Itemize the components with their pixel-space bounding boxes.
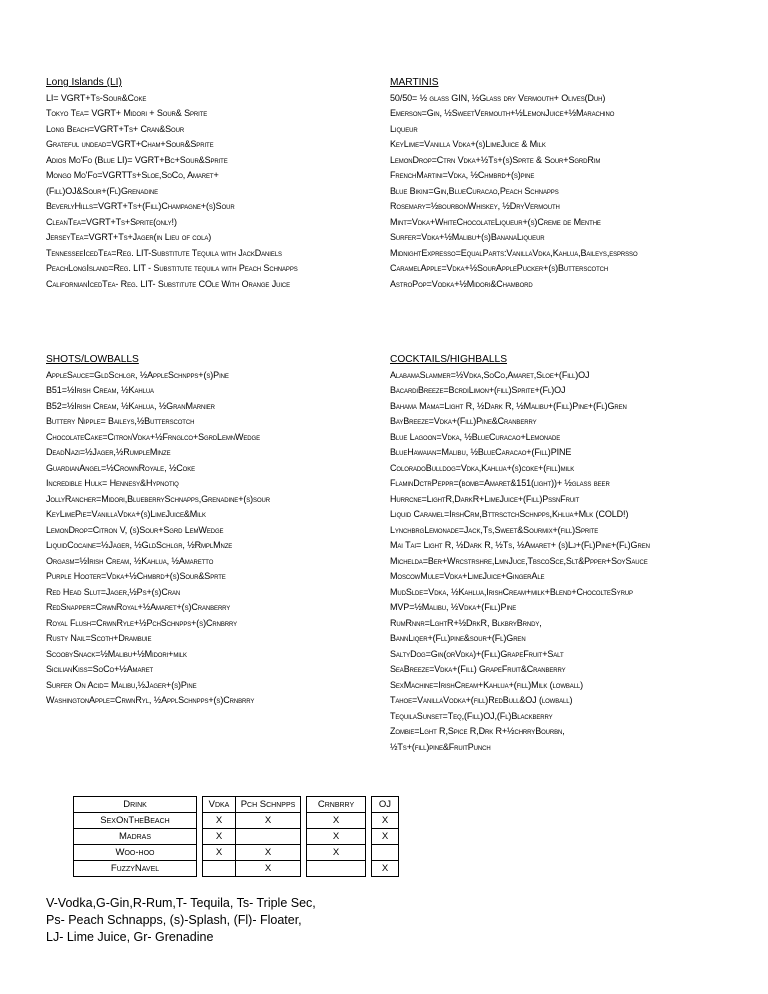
- ingredients-table: [73, 796, 399, 877]
- recipe-line: JollyRancher=Midori,BlueberrySchnapps,Grenadine+(s)sour: [46, 493, 270, 504]
- ingredient-cell: X: [236, 861, 301, 877]
- recipe-line: Rosemary=½bourbonWhiskey, ½DryVermouth: [390, 201, 560, 211]
- recipe-line: ½Ts+(fill)pine&FruitPunch: [390, 741, 491, 752]
- table-row: [74, 845, 399, 861]
- recipe-line: BeverlyHills=VGRT+Ts+(Fill)Champagne+(s)Sour: [46, 201, 235, 211]
- legend-line: V-Vodka,G-Gin,R-Rum,T- Tequila, Ts- Triple Sec,: [46, 896, 316, 910]
- recipe-line: TennesseeIcedTea=Reg. LIT-Substitute Tequila with JackDaniels: [46, 247, 282, 258]
- ingredient-cell: [307, 861, 366, 877]
- ingredient-cell: X: [203, 813, 236, 829]
- cocktails-heading: COCKTAILS/HIGHBALLS: [390, 354, 508, 365]
- recipe-line: JerseyTea=VGRT+Ts+Jager(in Lieu of cola): [46, 232, 212, 242]
- recipe-line: Rusty Nail=Scoth+Drambuie: [46, 633, 152, 643]
- long-islands-heading: Long Islands (LI): [46, 77, 122, 88]
- recipe-line: AppleSauce=GldSchlgr, ½AppleSchnpps+(s)Pine: [46, 369, 229, 380]
- recipe-line: SeaBreeze=Vdka+(Fill) GrapeFruit&Cranberry: [390, 664, 566, 674]
- recipe-line: Mongo Mo'Fo=VGRTTs+Sloe,SoCo, Amaret+: [46, 170, 219, 180]
- ingredient-cell: X: [236, 845, 301, 861]
- recipe-line: MoscowMule=Vdka+LimeJuice+GingerAle: [390, 571, 545, 581]
- cocktails-list: [390, 368, 730, 756]
- recipe-line: BacardiBreeze=BcrdiLimon+(fill)Sprite+(Fl)OJ: [390, 385, 566, 395]
- recipe-line: Royal Flush=CrwnRyle+½PchSchnpps+(s)Crnbrry: [46, 617, 237, 628]
- recipe-line: Red Head Slut=Jager,½Ps+(s)Cran: [46, 586, 181, 597]
- recipe-line: Blue Lagoon=Vdka, ½BlueCuracao+Lemonade: [390, 431, 561, 442]
- recipe-line: FlaminDctrPeppr=(bomb=Amaret&151(light))+ ½glass beer: [390, 478, 610, 488]
- recipe-line: KeyLime=Vanilla Vdka+(s)LimeJuice & Milk: [390, 139, 546, 149]
- recipe-line: Purple Hooter=Vdka+½Chmbrd+(s)Sour&Sprte: [46, 571, 226, 581]
- recipe-line: 50/50= ½ glass GIN, ½Glass dry Vermouth+ Olives(Duh): [390, 92, 606, 103]
- drink-name-cell: FuzzyNavel: [74, 861, 197, 877]
- recipe-line: LI= VGRT+Ts-Sour&Coke: [46, 92, 147, 103]
- ingredient-cell: X: [307, 813, 366, 829]
- recipe-line: Grateful undead=VGRT+Cham+Sour&Sprite: [46, 139, 214, 149]
- recipe-line: KeyLimePie=VanillaVdka+(s)LimeJuice&Milk: [46, 509, 206, 519]
- drink-name-cell: Madras: [74, 829, 197, 845]
- recipe-line: DeadNazi=½Jager,½RumpleMinze: [46, 447, 171, 457]
- recipe-line: CleanTea=VGRT+Ts+Sprite(only!): [46, 216, 177, 227]
- drink-name-cell: SexOnTheBeach: [74, 813, 197, 829]
- recipe-line: TequilaSunset=Teq,(Fill)OJ,(Fl)Blackberry: [390, 710, 553, 721]
- recipe-line: MudSlde=Vdka, ½Kahlua,IrishCream+milk+Blend+ChocolteSyrup: [390, 586, 633, 597]
- recipe-line: PeachLongIsland=Reg. LIT - Substitute tequila with Peach Schnapps: [46, 263, 298, 273]
- recipe-line: AlabamaSlammer=½Vdka,SoCo,Amaret,Sloe+(Fill)OJ: [390, 369, 590, 380]
- table-body: [74, 813, 399, 877]
- recipe-line: B52=½Irish Cream, ½Kahlua, ½GranMarnier: [46, 400, 215, 411]
- recipe-line: ScoobySnack=½Malibu+½Midori+milk: [46, 648, 187, 659]
- recipe-line: BannLiqer+(Fll)pine&sour+(Fl)Gren: [390, 633, 526, 643]
- ingredient-cell: [236, 829, 301, 845]
- recipe-line: Liquid Caramel=IrshCrm,BttrsctchSchnpps,Khlua+Mlk (COLD!): [390, 509, 629, 519]
- recipe-line: SaltyDog=Gin(orVdka)+(Fill)GrapeFruit+Salt: [390, 648, 564, 659]
- recipe-line: LiquidCocaine=½Jager, ½GldSchlgr, ½RmplMnze: [46, 540, 233, 550]
- recipe-line: Incredible Hulk= Hennesy&Hypnotiq: [46, 478, 179, 488]
- table-header-cell: Drink: [74, 797, 197, 813]
- ingredient-cell: X: [203, 845, 236, 861]
- recipe-line: Bahama Mama=Light R, ½Dark R, ½Malibu+(Fill)Pine+(Fl)Gren: [390, 400, 627, 411]
- ingredient-cell: X: [372, 829, 399, 845]
- ingredient-cell: [372, 845, 399, 861]
- martinis-list: [390, 91, 730, 293]
- table-header-row: [74, 797, 399, 813]
- recipe-line: SexMachine=IrishCream+Kahlua+(fill)Milk (lowball): [390, 679, 584, 690]
- table-header-cell: OJ: [372, 797, 399, 813]
- ingredient-cell: X: [372, 861, 399, 877]
- recipe-line: WashingtonApple=CrwnRyl, ½ApplSchnpps+(s)Crnbrry: [46, 695, 255, 705]
- recipe-line: AstroPop=Vodka+½Midori&Chambord: [390, 278, 533, 289]
- recipe-line: CaramelApple=Vdka+½SourApplePucker+(s)Butterscotch: [390, 263, 609, 273]
- shots-list: [46, 368, 386, 709]
- recipe-line: Tahoe=VanillaVodka+(fill)RedBull&OJ (lowball): [390, 695, 573, 705]
- table-row: [74, 813, 399, 829]
- table-header-cell: Pch Schnpps: [236, 797, 301, 813]
- ingredient-cell: X: [203, 829, 236, 845]
- table-row: [74, 829, 399, 845]
- ingredient-cell: [203, 861, 236, 877]
- recipe-line: Emerson=Gin, ½SweetVermouth+½LemonJuice+½Marachino: [390, 108, 615, 118]
- recipe-line: Surfer On Acid= Malibu,½Jager+(s)Pine: [46, 679, 197, 690]
- recipe-line: MVP=½Malibu, ½Vdka+(Fill)Pine: [390, 602, 517, 612]
- ingredient-cell: X: [307, 829, 366, 845]
- ingredient-cell: X: [236, 813, 301, 829]
- drink-name-cell: Woo-hoo: [74, 845, 197, 861]
- recipe-line: Hurrcne=LightR,DarkR+LimeJuice+(Fill)PssnFruit: [390, 493, 580, 504]
- ingredient-cell: X: [307, 845, 366, 861]
- cocktails-section: [390, 352, 730, 755]
- recipe-line: SicilianKiss=SoCo+½Amaret: [46, 664, 154, 674]
- recipe-line: BlueHawaian=Malibu, ½BlueCaracao+(Fill)PINE: [390, 447, 572, 457]
- recipe-line: B51=½Irish Cream, ½Kahlua: [46, 385, 154, 395]
- table-row: [74, 861, 399, 877]
- recipe-line: CalifornianIcedTea- Reg. LIT- Substitute COle With Orange Juice: [46, 278, 291, 289]
- shots-section: [46, 352, 386, 709]
- table-header-cell: Vdka: [203, 797, 236, 813]
- ingredient-cell: X: [372, 813, 399, 829]
- recipe-line: Blue Bikini=Gin,BlueCuracao,Peach Schnapps: [390, 185, 559, 196]
- recipe-line: Michelda=Ber+Wrcstrshre,LmnJuce,TbscoSce,Slt&Ppper+SoySauce: [390, 555, 648, 566]
- recipe-line: MidnightExpresso=EqualParts:VanillaVdka,Kahlua,Baileys,esprsso: [390, 247, 638, 258]
- shots-heading: SHOTS/LOWBALLS: [46, 354, 139, 365]
- martinis-section: [390, 75, 730, 292]
- recipe-line: BayBreeze=Vdka+(Fill)Pine&Cranberry: [390, 416, 537, 426]
- recipe-line: ColoradoBulldog=Vdka,Kahlua+(s)coke+(fill)milk: [390, 462, 575, 473]
- recipe-line: Surfer=Vdka+½Malibu+(s)BananaLiqueur: [390, 232, 545, 242]
- long-islands-section: [46, 75, 386, 292]
- martinis-heading: MARTINIS: [390, 77, 439, 88]
- recipe-line: (Fill)OJ&Sour+(Fl)Grenadine: [46, 185, 159, 196]
- abbreviation-legend: [46, 895, 316, 946]
- recipe-line: GuardianAngel=½CrownRoyale, ½Coke: [46, 462, 196, 473]
- recipe-line: Orgasm=½Irish Cream, ½Kahlua, ½Amaretto: [46, 555, 214, 566]
- long-islands-list: [46, 91, 386, 293]
- recipe-line: Adios Mo'Fo (Blue LI)= VGRT+Bc+Sour&Sprite: [46, 154, 228, 165]
- recipe-line: RedSnapper=CrwnRoyal+½Amaret+(s)Cranberry: [46, 602, 231, 612]
- recipe-line: Tokyo Tea= VGRT+ Midori + Sour& Sprite: [46, 108, 208, 118]
- recipe-line: FrenchMartini=Vdka, ½Chmbrd+(s)pine: [390, 170, 535, 180]
- legend-line: Ps- Peach Schnapps, (s)-Splash, (Fl)- Floater,: [46, 913, 302, 927]
- recipe-line: Long Beach=VGRT+Ts+ Cran&Sour: [46, 123, 185, 134]
- recipe-line: RumRnnr=LghtR+½DrkR, BlkbryBrndy,: [390, 617, 542, 628]
- recipe-line: ChocolateCake=CitronVdka+½Frnglco+SgrdLemnWedge: [46, 431, 260, 442]
- recipe-line: LynchbrgLemonade=Jack,Ts,Sweet&Sourmix+(fill)Sprite: [390, 524, 599, 535]
- recipe-line: Mint=Vdka+WhiteChocolateLiqueur+(s)Creme de Menthe: [390, 216, 601, 227]
- recipe-line: Zombie=Lght R,Spice R,Drk R+½chrryBourbn,: [390, 726, 565, 736]
- recipe-line: LemonDrop=Ctrn Vdka+½Ts+(s)Sprte & Sour+SgrdRim: [390, 154, 601, 165]
- recipe-line: Mai Tai= Light R, ½Dark R, ½Ts, ½Amaret+ (s)Lj+(Fl)Pine+(Fl)Gren: [390, 540, 650, 550]
- recipe-line: LemonDrop=Citron V, (s)Sour+Sgrd LemWedge: [46, 524, 224, 535]
- legend-line: LJ- Lime Juice, Gr- Grenadine: [46, 930, 214, 944]
- recipe-line: Liqueur: [390, 123, 418, 134]
- recipe-line: Buttery Nipple= Baileys,½Butterscotch: [46, 416, 195, 426]
- table-header-cell: Crnbrry: [307, 797, 366, 813]
